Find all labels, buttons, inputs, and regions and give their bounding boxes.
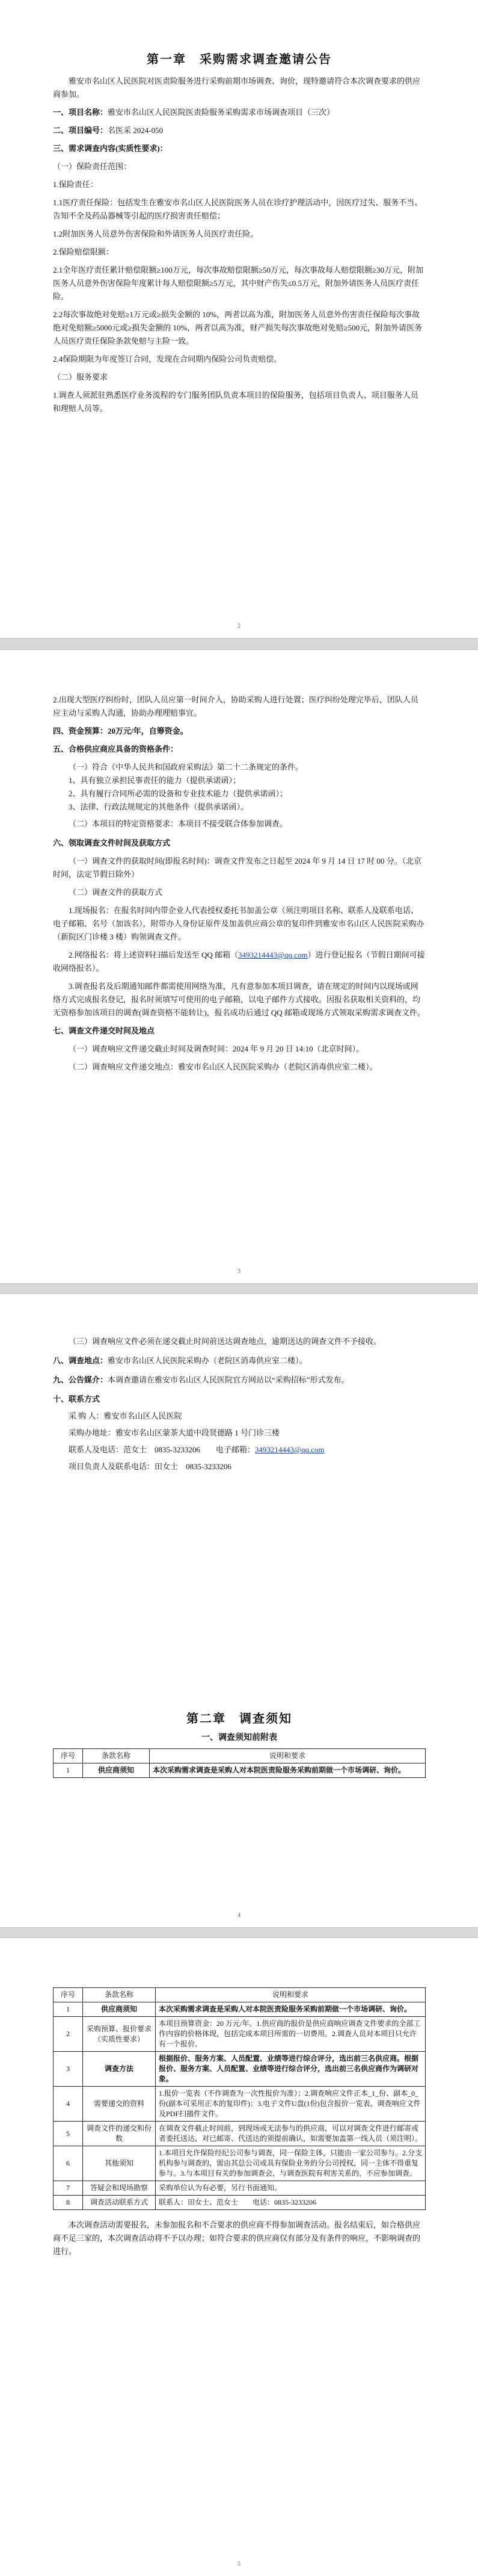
- table-cell: 6: [54, 2146, 83, 2181]
- table-row: [54, 2017, 426, 2052]
- clause-text: 2.4保险期限为年度签订合同，发现在合同期内保险公司负责赔偿。: [53, 355, 282, 364]
- budget-heading: 四、资金预算：20万元/年，自筹资金。: [53, 726, 188, 735]
- clause-text: 1.2附加医务人员意外伤害保险和外请医务人员医疗责任险。: [53, 229, 259, 238]
- table-row: [54, 2087, 426, 2122]
- clause-text: （二）调查响应文件递交地点：雅安市名山区人民医院采购办（老院区消毒供应室二楼）。: [69, 1062, 378, 1071]
- section-8-value: 雅安市名山区人民医院采购办（老院区消毒供应室二楼）。: [108, 1356, 307, 1365]
- section-5-heading: 五、合格供应商应具备的资格条件：: [53, 745, 179, 754]
- table-cell: 1.报价一览表（不作调查为一次性报价为准）；2.调查响应文件正本_1_份、副本_0_份(副本可采用正本的复印件)；3.电子文件U盘(1份)包含报价一览表、调查响应文件及PDF扫描件文件。: [156, 2087, 426, 2122]
- contact-line: 采购办地址：雅安市名山区蒙茶大道中段贤德路 1 号门诊三楼: [69, 1428, 280, 1437]
- column-header: 条款名称: [83, 1749, 150, 1763]
- table-cell: 供应商须知: [83, 1763, 150, 1778]
- table-cell: 需要递交的资料: [83, 2087, 156, 2122]
- clause-text: 2.1全年医疗责任累计赔偿限额≥100万元，每次事故赔偿限额≥50万元，每次事故每人赔偿限额≥30万元，附加医务人员意外伤害保险年度累计每人赔偿限额≥5万元，其中财产伤失≤0.5万元，附加外请医务人员医疗责任险。: [53, 265, 424, 301]
- page-number: 2: [237, 622, 241, 630]
- contact-line: 项目负责人及联系电话：田女士 0835-3233206: [69, 1462, 231, 1471]
- clause-text: 1.1医疗责任保险：包括发生在雅安市名山区人民医院医务人员在诊疗护理活动中，因医疗过失、服务不当、告知不全及药品器械等引起的医疗损害责任赔偿；: [53, 198, 423, 220]
- project-number-label: 二、项目编号：: [53, 126, 108, 135]
- project-name-value: 雅安市名山区人民医院医责险服务采购需求市场调查项目（三次）: [108, 108, 335, 117]
- clause-heading: 1.保险责任：: [53, 180, 98, 189]
- clause-text: （三）调查响应文件必须在递交截止时间前送达调查地点，逾期送达的调查文件不予接收。: [69, 1337, 382, 1346]
- clause-text: （一）调查响应文件递交截止时间及调查时间：2024 年 9 月 20 日 14:10（北京时间）。: [69, 1044, 364, 1053]
- qualification-item: 2、具有履行合同所必需的设备和专业技术能力（提供承诺函）；: [69, 789, 288, 798]
- clause-text: 2.出现大型医疗纠纷时，团队人员应第一时间介入，协助采购人进行处置；医疗纠纷处理完毕后，团队人员应主动与采购人沟通，协助办理理赔事宜。: [53, 695, 418, 717]
- table-cell: 3: [54, 2052, 83, 2087]
- table-cell: 调查方法: [83, 2052, 156, 2087]
- table-cell: 根据报价、服务方案、人员配置、业绩等进行综合评分，选出前三名供应商。根据报价、服务方案、人员配置、业绩等进行综合评分，选出前三名供应商作为调研对象。: [156, 2052, 426, 2087]
- clause-text: 1.现场报名：在报名时间内带企业人代表授权委托书加盖公章（须注明项目名称、联系人及联系电话、电子邮箱、名号（加该名），附带办人身份证原件及加盖供应商公章的复印件到雅安市名山区人民医院采购办（新院区门诊楼 3 楼）购领调查文件。: [53, 906, 424, 941]
- qualification-item: 1、具有独立承担民事责任的能力（提供承诺函）；: [69, 776, 241, 785]
- section-9-label: 九、公告媒介：: [53, 1375, 108, 1384]
- contact-line: 采 购 人：雅安市名山区人民医院: [69, 1411, 182, 1420]
- table-cell: 调查文件的递交和份数: [83, 2122, 156, 2146]
- table-cell: 5: [54, 2122, 83, 2146]
- table-cell: 其他须知: [83, 2146, 156, 2181]
- chapter-1-title: 第一章 采购需求调查邀请公告: [147, 53, 332, 66]
- table-cell: 4: [54, 2087, 83, 2122]
- project-name-line: [53, 106, 426, 119]
- clause-text: 1.调查人须派驻熟悉医疗业务流程的专门服务团队负责本项目的保险服务，包括项目负责人、项目服务人员和理赔人员等。: [53, 391, 418, 413]
- section-10-heading: 十、联系方式: [53, 1395, 100, 1404]
- table-header-row: [54, 1988, 426, 2002]
- intro-paragraph: 雅安市名山区人民医院对医责险服务进行采购前期市场调查、询价，现特邀请符合本次调查要求的供应商参加。: [53, 76, 421, 99]
- table-cell: 7: [54, 2181, 83, 2196]
- clause-text-part: 2.网络报名：将上述资料扫描后发送至 QQ 邮箱（: [69, 950, 239, 959]
- chapter-2-title: 第二章 调查须知: [186, 1712, 292, 1726]
- table-cell: 答疑会和现场勘察: [83, 2181, 156, 2196]
- table-cell: 本次采购需求调查是采购人对本院医责险服务采购前期做一个市场调研、询价。: [150, 1763, 426, 1778]
- page-number: 5: [237, 2560, 241, 2568]
- section-6-heading: 六、领取调查文件时间及获取方式: [53, 838, 171, 847]
- table-cell: 调查活动联系方式: [83, 2196, 156, 2210]
- page-number: 4: [237, 1912, 241, 1919]
- requirements-table-full: [53, 1987, 426, 2210]
- clause-text-part: ）进行登记报名（节假日期间可接收网络报名）。: [53, 950, 425, 973]
- subsection-heading: （二）服务要求: [53, 373, 108, 382]
- table-cell: 联系人：田女士、范女士 电话：0835-3233206: [156, 2196, 426, 2210]
- table-cell: 采购预算、报价要求（实质性要求）: [83, 2017, 156, 2052]
- table-cell: 供应商须知: [83, 2002, 156, 2017]
- column-header: 条款名称: [83, 1988, 156, 2002]
- section-8-label: 八、调查地点：: [53, 1356, 108, 1365]
- table-cell: 2: [54, 2017, 83, 2052]
- column-header: 序号: [54, 1988, 83, 2002]
- project-number-line: [53, 124, 426, 137]
- column-header: 序号: [54, 1749, 83, 1763]
- column-header: 说明和要求: [150, 1749, 426, 1763]
- table-row: [54, 2002, 426, 2017]
- clause-text: （一）调查文件的获取时间(即报名时间)：调查文件发布之日起至 2024 年 9 月 14 日 17 时 00 分。（北京时间，法定节假日除外）: [53, 856, 422, 879]
- table-cell: 8: [54, 2196, 83, 2210]
- clause-text: （二）调查文件的获取方式: [69, 888, 163, 897]
- table-cell: 1: [54, 1763, 83, 1778]
- contact-phone-text: 联系人及电话：范女士 0835-3233206 电子邮箱：: [69, 1445, 255, 1454]
- document-page-3: [0, 1294, 478, 1927]
- document-page-1: [0, 0, 478, 638]
- project-number-value: 名医采 2024-050: [108, 126, 164, 135]
- section-8-line: [53, 1354, 426, 1367]
- table-row: [54, 2052, 426, 2087]
- clause-heading: 2.保险赔偿限额：: [53, 247, 114, 256]
- section-7-heading: 七、调查文件递交时间及地点: [53, 1026, 155, 1035]
- table-cell: 采购单位认为有必要，另行书面通知。: [156, 2181, 426, 2196]
- qualification-item: 3、法律、行政法规规定的其他条件（提供承诺函）。: [69, 802, 249, 811]
- subsection-heading: （一）保险责任范围：: [53, 162, 132, 171]
- table-cell: 1.本项目允许保险经纪公司参与调查，同一保险主体，只能由一家公司参与。2.分支机构参与调查的，需由其总公司或具有保险业务的分公司授权，同一主体不得重复参与。3.与本项目有关的参加调查会，与调查医院有利害关系的，不应参加调查。: [156, 2146, 426, 2181]
- requirements-table: [53, 1748, 426, 1778]
- table-cell: 在调查文件截止时间前，到现场或无法参与的供应商，可以对调查文件进行邮寄或者委托送达，对已邮寄、代送达的须提前确认，如需要加盖第一线人员（须注明）。: [156, 2122, 426, 2146]
- document-page-4: [0, 1938, 478, 2576]
- table-row: [54, 2122, 426, 2146]
- document-page-2: [0, 650, 478, 1283]
- qq-email-link[interactable]: 3493214443@qq.com: [238, 950, 308, 959]
- table-caption: 一、调查须知前附表: [201, 1733, 277, 1742]
- table-footnote: 本次调查活动需要报名，未参加报名和不合要求的供应商不得参加调查活动。报名结束后，如合格供应商不足三家的，本次调查活动将不予以办理；如符合要求的供应商仅有部分及有条件的响应，不影响调查的进行。: [53, 2220, 421, 2256]
- table-cell: 本项目预算资金：20 万元/年。1.供应商的报价是供应商响应调查文件要求的全部工作内容的价格体现，包括完成本项目所需的一切费用。2.调查人员对本项目只允许有一个报价。: [156, 2017, 426, 2052]
- page-number: 3: [237, 1268, 241, 1275]
- project-name-label: 一、项目名称：: [53, 108, 108, 117]
- qualification-note: （二）本项目的特定资格要求：本项目不接受联合体参加调查。: [69, 819, 288, 828]
- section-3-heading: 三、需求调查内容(实质性要求)：: [53, 144, 168, 153]
- table-row: [54, 2181, 426, 2196]
- contact-email-link[interactable]: 3493214443@qq.com: [254, 1445, 325, 1454]
- clause-text: 3.调查报名及后期通知邮件都需使用网络为准，凡有意参加本项目调查，请在规定的时间内以现场或网络方式完成报名登记，报名时须填写可使用的电子邮箱，以电子邮件方式接收。因报名获取相关资料的，均无资格参加该项目的调查(调查资格不能转让)，报名成功后通过 QQ 邮箱或现场方式领取采购需求调查文件。: [53, 982, 425, 1017]
- table-row: [54, 2146, 426, 2181]
- section-9-line: [53, 1373, 426, 1387]
- section-9-value: 本调查邀请在雅安市名山区人民医院官方网站以“采购招标”形式发布。: [108, 1375, 349, 1384]
- qualification-intro: （一）符合《中华人民共和国政府采购法》第二十二条规定的条件。: [69, 763, 304, 772]
- contact-line: [53, 1443, 426, 1457]
- column-header: 说明和要求: [156, 1988, 426, 2002]
- table-row: [54, 1763, 426, 1778]
- table-header-row: [54, 1749, 426, 1763]
- table-cell: 1: [54, 2002, 83, 2017]
- table-cell: 本次采购需求调查是采购人对本院医责险服务采购前期做一个市场调研、询价。: [156, 2002, 426, 2017]
- clause-text: [53, 949, 426, 975]
- clause-text: 2.2每次事故绝对免赔≥1万元或≥损失金额的 10%，两者以高为准，附加医务人员意外伤害责任保险每次事故绝对免赔额≥5000元或≥损失金额的 10%，两者以高为准，财产损失每次事故绝对免赔≥500元，附加外请医务人员医疗责任保险条款免赔与主险一致。: [53, 310, 422, 345]
- table-row: [54, 2196, 426, 2210]
